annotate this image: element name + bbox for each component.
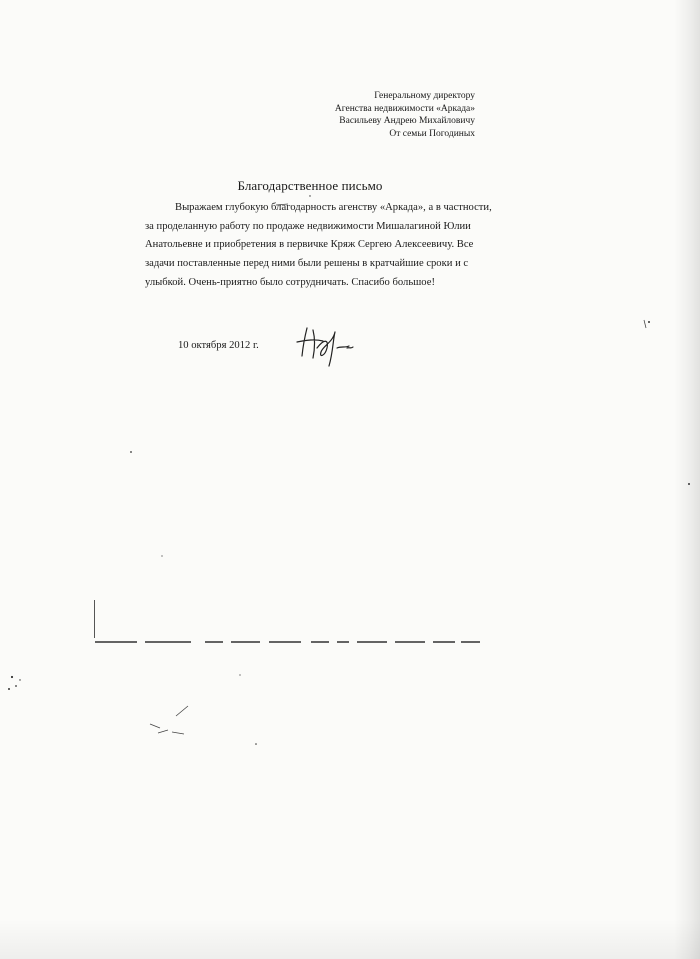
letter-title: Благодарственное письмо: [237, 178, 383, 193]
recipient-name: Васильеву Андрею Михайловичу: [339, 116, 475, 126]
body-line: Выражаем глубокую благодарность агенству «Аркада», а в частности,: [175, 202, 492, 213]
letter-date: 10 октября 2012 г.: [178, 340, 259, 351]
sender-line: От семьи Погодиных: [389, 128, 475, 139]
body-line: улыбкой. Очень-приятно было сотрудничать. Спасибо большое!: [145, 276, 435, 288]
body-line: Анатольевне и приобретения в первичке Кряж Сергею Алексеевичу. Все: [145, 239, 474, 251]
body-line: за проделанную работу по продаже недвижимости Мишалагиной Юлии: [145, 220, 471, 232]
recipient-company: Агенства недвижимости «Аркада»: [334, 103, 475, 114]
body-line: задачи поставленные перед ними были решены в кратчайшие сроки и с: [145, 258, 469, 270]
recipient-position: Генеральному директору: [374, 91, 475, 101]
